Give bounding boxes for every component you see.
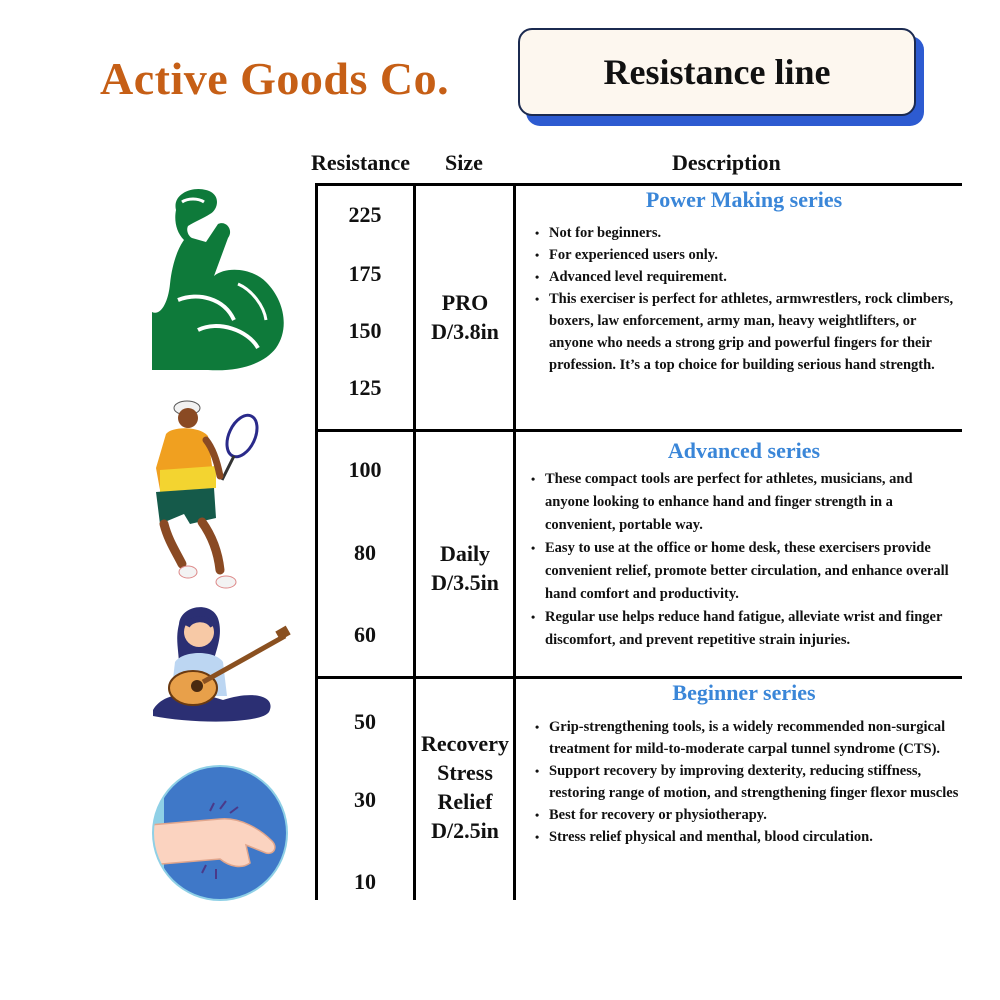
size-label: Relief (437, 789, 493, 814)
wrist-pain-icon (150, 763, 290, 903)
header-resistance: Resistance (311, 150, 410, 175)
header-description: Description (672, 150, 781, 175)
size-label: Stress (437, 760, 493, 785)
brand-name: Active Goods Co. (100, 53, 450, 104)
tennis-player-icon (150, 396, 265, 596)
size-cell (416, 729, 514, 845)
resistance-value: 10 (354, 869, 376, 894)
resistance-value: 225 (348, 202, 382, 227)
flexed-arm-icon (148, 180, 293, 375)
description-list (535, 716, 965, 848)
series-title: Advanced series (667, 438, 821, 463)
resistance-value: 60 (354, 622, 376, 647)
size-label: PRO (441, 290, 489, 315)
resistance-value: 125 (348, 375, 382, 400)
size-diameter: D/3.8in (431, 319, 499, 344)
list-item: • These compact tools are perfect for athletes, musicians, and anyone looking to enhance hand and finger strength in a convenient, portable way. (531, 468, 959, 537)
list-item: • Easy to use at the office or home desk, these exercisers provide convenient relief, promote better circulation, and enhance overall hand comfort and productivity. (531, 537, 959, 606)
page-title: Resistance line (518, 28, 916, 116)
series-title: Power Making series (645, 187, 843, 212)
size-diameter: D/2.5in (431, 818, 499, 843)
description-list (535, 222, 960, 376)
guitar-player-icon (153, 600, 293, 726)
header-size: Size (445, 150, 483, 175)
series-title: Beginner series (672, 680, 816, 705)
list-item: • Grip-strengthening tools, is a widely recommended non-surgical treatment for mild-to-moderate carpal tunnel syndrome (CTS). (535, 716, 965, 760)
size-label: Daily (439, 541, 491, 566)
resistance-value: 30 (354, 787, 376, 812)
list-item: • Stress relief physical and menthal, blood circulation. (535, 826, 965, 848)
size-diameter: D/3.5in (431, 570, 499, 595)
list-item: • Not for beginners. (535, 222, 960, 244)
list-item: • Advanced level requirement. (535, 266, 960, 288)
size-cell (416, 539, 514, 597)
list-item: • Regular use helps reduce hand fatigue, alleviate wrist and finger discomfort, and prevent repetitive strain injuries. (531, 606, 959, 652)
resistance-value: 80 (354, 540, 376, 565)
resistance-value: 50 (354, 709, 376, 734)
list-item: • Support recovery by improving dexterity, reducing stiffness, restoring range of motion, and strengthening finger flexor muscles (535, 760, 965, 804)
resistance-value: 175 (348, 261, 382, 286)
size-cell (416, 288, 514, 346)
description-list (531, 468, 959, 652)
list-item: • For experienced users only. (535, 244, 960, 266)
resistance-value: 100 (348, 457, 382, 482)
resistance-value: 150 (348, 318, 382, 343)
size-label: Recovery (421, 731, 509, 756)
list-item: • This exerciser is perfect for athletes, armwrestlers, rock climbers, boxers, law enforcement, army man, heavy weightlifters, or anyone who needs a strong grip and powerful fingers for their profession. It’s a top choice for building serious hand strength. (535, 288, 960, 376)
list-item: • Best for recovery or physiotherapy. (535, 804, 965, 826)
